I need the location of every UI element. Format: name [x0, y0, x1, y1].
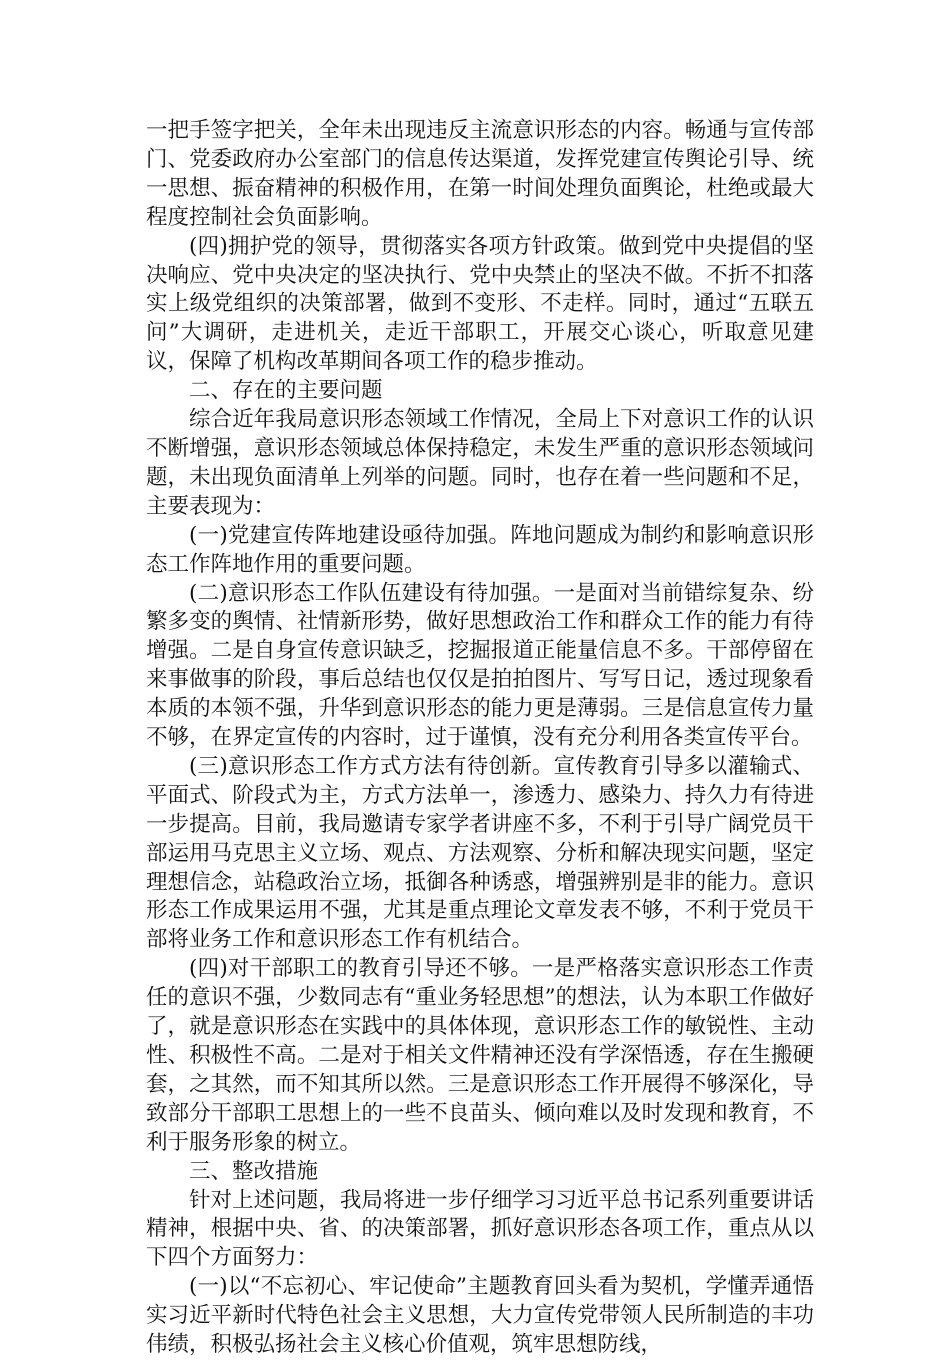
paragraph-4: (一)党建宣传阵地建设亟待加强。阵地问题成为制约和影响意识形态工作阵地作用的重要问题。 [146, 522, 814, 577]
paragraph-9: (一)以“不忘初心、牢记使命”主题教育回头看为契机，学懂弄通悟实习近平新时代特色社会主义思想，大力宣传党带领人民所制造的丰功伟绩，积极弘扬社会主义核心价值观，筑牢思想防线， [146, 1274, 814, 1358]
paragraph-3: 综合近年我局意识形态领域工作情况，全局上下对意识工作的认识不断增强，意识形态领域总体保持稳定，未发生严重的意识形态领域问题，未出现负面清单上列举的问题。同时，也存在着一些问题和不足，主要表现为： [146, 407, 814, 519]
section-heading-3: 三、整改措施 [189, 1158, 319, 1184]
paragraph-1: 一把手签字把关，全年未出现违反主流意识形态的内容。畅通与宣传部门、党委政府办公室部门的信息传达渠道，发挥党建宣传舆论引导、统一思想、振奋精神的积极作用，在第一时间处理负面舆论，杜绝或最大程度控制社会负面影响。 [146, 118, 814, 230]
section-heading-2: 二、存在的主要问题 [189, 378, 383, 404]
paragraph-6: (三)意识形态工作方式方法有待创新。宣传教育引导多以灌输式、平面式、阶段式为主，方式方法单一，渗透力、感染力、持久力有待进一步提高。目前，我局邀请专家学者讲座不多，不利于引导广阔党员干部运用马克思主义立场、观点、方法观察、分析和解决现实问题，坚定理想信念，站稳政治立场，抵御各种诱惑，增强辨别是非的能力。意识形态工作成果运用不强，尤其是重点理论文章发表不够，不利于党员干部将业务工作和意识形态工作有机结合。 [146, 753, 814, 953]
paragraph-8: 针对上述问题，我局将进一步仔细学习习近平总书记系列重要讲话精神，根据中央、省、的决策部署，抓好意识形态各项工作，重点从以下四个方面努力： [146, 1187, 814, 1271]
paragraph-2: (四)拥护党的领导，贯彻落实各项方针政策。做到党中央提倡的坚决响应、党中央决定的坚决执行、党中央禁止的坚决不做。不折不扣落实上级党组织的决策部署，做到不变形、不走样。同时，通过“五联五问”大调研，走进机关，走近干部职工，开展交心谈心，听取意见建议，保障了机构改革期间各项工作的稳步推动。 [146, 233, 814, 375]
paragraph-5: (二)意识形态工作队伍建设有待加强。一是面对当前错综复杂、纷繁多变的舆情、社情新形势，做好思想政治工作和群众工作的能力有待增强。二是自身宣传意识缺乏，挖掘报道正能量信息不多。干部停留在来事做事的阶段，事后总结也仅仅是拍拍图片、写写日记，透过现象看本质的本领不强，升华到意识形态的能力更是薄弱。三是信息宣传力量不够，在界定宣传的内容时，过于谨慎，没有充分利用各类宣传平台。 [146, 580, 814, 751]
document-body [146, 117, 814, 1360]
paragraph-7: (四)对干部职工的教育引导还不够。一是严格落实意识形态工作责任的意识不强，少数同志有“重业务轻思想”的想法，认为本职工作做好了，就是意识形态在实践中的具体体现，意识形态工作的敏锐性、主动性、积极性不高。二是对于相关文件精神还没有学深悟透，存在生搬硬套，之其然，而不知其所以然。三是意识形态工作开展得不够深化，导致部分干部职工思想上的一些不良苗头、倾向难以及时发现和教育，不利于服务形象的树立。 [146, 956, 814, 1155]
